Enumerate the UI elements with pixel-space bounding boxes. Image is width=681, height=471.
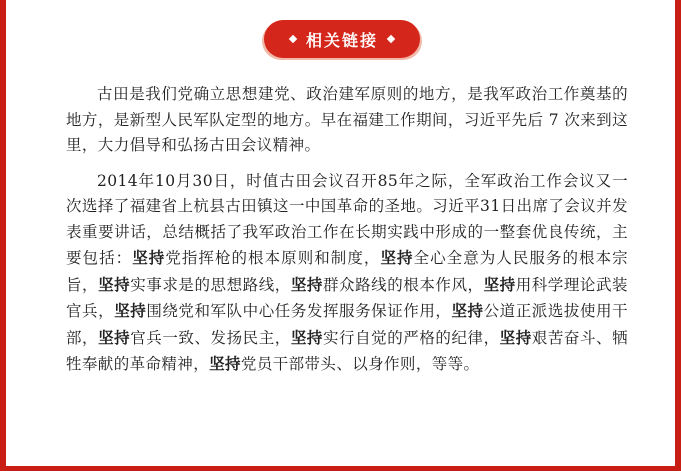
paragraph-text: 古田是我们党确立思想建党、政治建军原则的地方，是我军政治工作奠基的地方，是新型人民军队定型的地方。早在福建工作期间，习近平先后 7 次来到这里，大力倡导和弘扬古田会议精神。: [66, 85, 628, 154]
header-tab: [264, 20, 420, 58]
paragraph-text: 官兵一致、发扬民主，: [130, 328, 291, 347]
emphasis-text: 坚持: [209, 354, 241, 373]
emphasis-text: 坚持: [290, 327, 323, 347]
paragraph-text: 2014年10月30日，时值古田会议召开85年之际，全军政治工作会议又一次选择了福建省上杭县古田镇这一中国革命的圣地。习近平31日出席了会议并发表重要讲话，总结概括了我军政治工作在长期实践中形成的一整套优良传统，主要包括：: [66, 171, 628, 267]
emphasis-text: 坚持: [290, 274, 323, 294]
emphasis-text: 坚持: [114, 301, 147, 320]
paragraph-text: 党员干部带头、以身作则，等等。: [240, 355, 480, 373]
diamond-icon: [289, 35, 297, 43]
paragraph-text: 艰苦奋斗、牺牲奉献的革命精神，: [66, 328, 628, 373]
paragraph-text: 全心全意为人民服务的根本宗旨，: [66, 249, 629, 294]
paragraph-text: 公道正派选拔使用干部，: [66, 302, 628, 347]
section-header: [262, 20, 422, 62]
emphasis-text: 坚持: [98, 274, 131, 294]
article-body: [66, 82, 628, 388]
diamond-icon: [387, 35, 395, 43]
emphasis-text: 坚持: [483, 274, 516, 294]
paragraph-text: 群众路线的根本作风，: [322, 275, 484, 294]
paragraph-text: 用科学理论武装官兵，: [66, 275, 628, 320]
paragraph-text: 党指挥枪的根本原则和制度，: [165, 249, 381, 267]
emphasis-text: 坚持: [499, 327, 532, 347]
paragraph-text: 实行自觉的严格的纪律，: [322, 328, 500, 347]
header-title: 相关链接: [305, 30, 378, 50]
paragraph-text: 实事求是的思想路线，: [130, 275, 291, 294]
emphasis-text: 坚持: [380, 248, 414, 267]
emphasis-text: 坚持: [98, 327, 131, 347]
paragraph: [66, 169, 628, 378]
paragraph: [66, 82, 628, 159]
emphasis-text: 坚持: [132, 248, 166, 267]
paragraph-text: 围绕党和军队中心任务发挥服务保证作用，: [146, 302, 452, 320]
emphasis-text: 坚持: [451, 301, 484, 320]
